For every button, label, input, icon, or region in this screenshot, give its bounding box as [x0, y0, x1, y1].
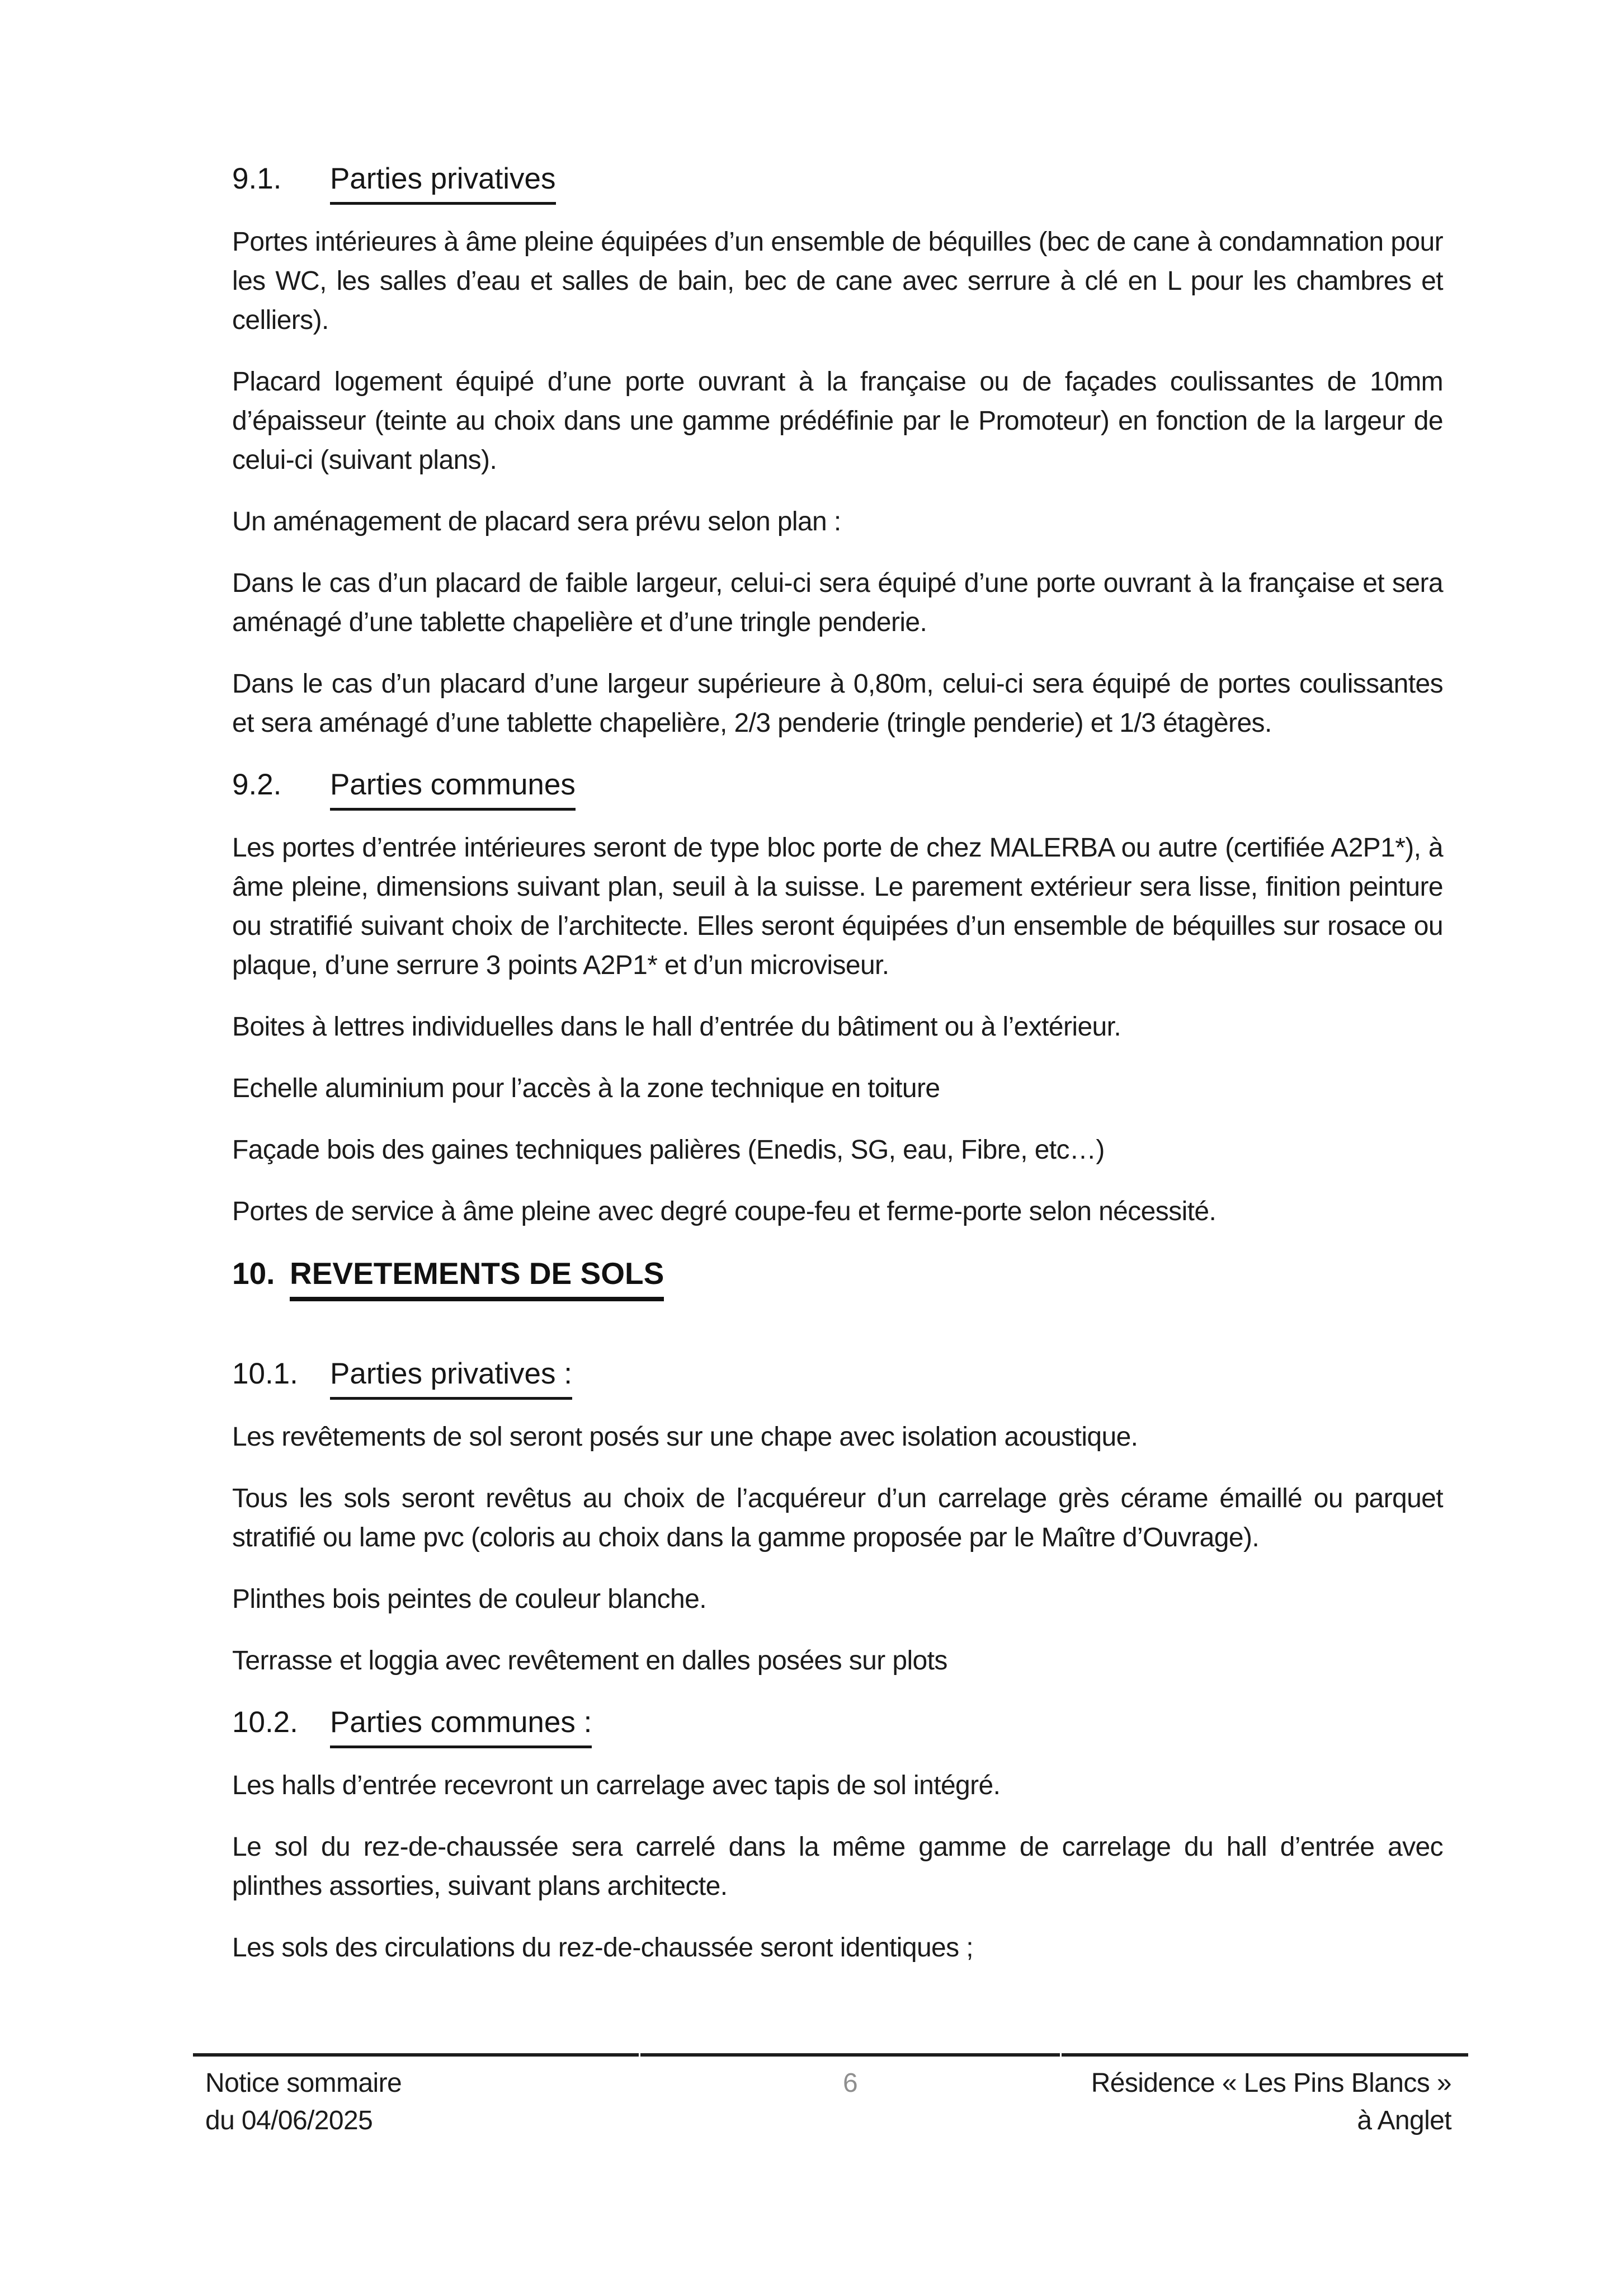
chapter-heading-10 — [232, 1254, 1443, 1301]
paragraph-placard-largeur-superieure: Dans le cas d’un placard d’une largeur supérieure à 0,80m, celui-ci sera équipé de portes coulissantes et sera aménagé d’une tablette chapelière, 2/3 penderie (tringle penderie) et 1/3 étagères. — [232, 669, 1443, 738]
footer-residence-city: à Anglet — [1357, 2106, 1451, 2135]
paragraph-echelle-aluminium: Echelle aluminium pour l’accès à la zone technique en toiture — [232, 1074, 940, 1103]
section-heading-9-2 — [232, 765, 1443, 811]
heading-number: 10. — [232, 1256, 275, 1291]
paragraph-portes-entree: Les portes d’entrée intérieures seront de type bloc porte de chez MALERBA ou autre (certifiée A2P1*), à âme pleine, dimensions suivant plan, seuil à la suisse. Le parement extérieur sera lisse, finition peinture ou stratifié suivant choix de l’architecte. Elles seront équipées d’un ensemble de béquilles sur rosace ou plaque, d’une serrure 3 points A2P1* et d’un microviseur. — [232, 833, 1443, 980]
footer-page-number — [640, 2053, 1060, 2139]
paragraph-halls-entree: Les halls d’entrée recevront un carrelage avec tapis de sol intégré. — [232, 1771, 1001, 1800]
paragraph-boites-lettres: Boites à lettres individuelles dans le hall d’entrée du bâtiment ou à l’extérieur. — [232, 1012, 1121, 1042]
footer-left — [193, 2053, 639, 2139]
heading-title: Parties privatives — [330, 159, 556, 205]
paragraph-revetements-chape: Les revêtements de sol seront posés sur une chape avec isolation acoustique. — [232, 1422, 1138, 1452]
paragraph-plinthes-bois: Plinthes bois peintes de couleur blanche. — [232, 1584, 706, 1614]
heading-number: 9.2. — [232, 768, 282, 801]
paragraph-portes-service: Portes de service à âme pleine avec degré coupe-feu et ferme-porte selon nécessité. — [232, 1197, 1216, 1226]
paragraph-sols-circulations: Les sols des circulations du rez-de-chaussée seront identiques ; — [232, 1933, 974, 1963]
heading-title: REVETEMENTS DE SOLS — [290, 1254, 664, 1301]
paragraph-sol-rdc: Le sol du rez-de-chaussée sera carrelé dans la même gamme de carrelage du hall d’entrée avec plinthes assorties, suivant plans architecte. — [232, 1832, 1443, 1901]
section-heading-9-1 — [232, 159, 1443, 205]
paragraph-portes-interieures: Portes intérieures à âme pleine équipées d’un ensemble de béquilles (bec de cane à condamnation pour les WC, les salles d’eau et salles de bain, bec de cane avec serrure à clé en L pour les chambres et celliers). — [232, 227, 1443, 335]
heading-number: 9.1. — [232, 162, 282, 195]
paragraph-terrasse-loggia: Terrasse et loggia avec revêtement en dalles posées sur plots — [232, 1646, 947, 1676]
page-footer — [193, 2053, 1468, 2139]
paragraph-amenagement-placard: Un aménagement de placard sera prévu selon plan : — [232, 507, 841, 537]
section-heading-10-1 — [232, 1354, 1443, 1400]
heading-title: Parties privatives : — [330, 1354, 572, 1400]
section-heading-10-2 — [232, 1703, 1443, 1748]
heading-number: 10.1. — [232, 1357, 298, 1390]
page-number: 6 — [842, 2068, 858, 2098]
paragraph-facade-bois: Façade bois des gaines techniques palières (Enedis, SG, eau, Fibre, etc…) — [232, 1135, 1105, 1165]
footer-right — [1062, 2053, 1468, 2139]
heading-title: Parties communes — [330, 765, 576, 811]
paragraph-placard-logement: Placard logement équipé d’une porte ouvrant à la française ou de façades coulissantes de 10mm d’épaisseur (teinte au choix dans une gamme prédéfinie par le Promoteur) en fonction de la largeur de celui-ci (suivant plans). — [232, 367, 1443, 475]
paragraph-tous-les-sols: Tous les sols seront revêtus au choix de l’acquéreur d’un carrelage grès cérame émaillé ou parquet stratifié ou lame pvc (coloris au choix dans la gamme proposée par le Maître d’Ouvrage). — [232, 1484, 1443, 1552]
footer-document-date: du 04/06/2025 — [205, 2106, 373, 2135]
heading-number: 10.2. — [232, 1706, 298, 1739]
footer-document-title: Notice sommaire — [205, 2068, 402, 2098]
footer-residence-name: Résidence « Les Pins Blancs » — [1091, 2068, 1451, 2098]
paragraph-placard-faible-largeur: Dans le cas d’un placard de faible largeur, celui-ci sera équipé d’une porte ouvrant à la française et sera aménagé d’une tablette chapelière et d’une tringle penderie. — [232, 568, 1443, 637]
heading-title: Parties communes : — [330, 1703, 592, 1748]
